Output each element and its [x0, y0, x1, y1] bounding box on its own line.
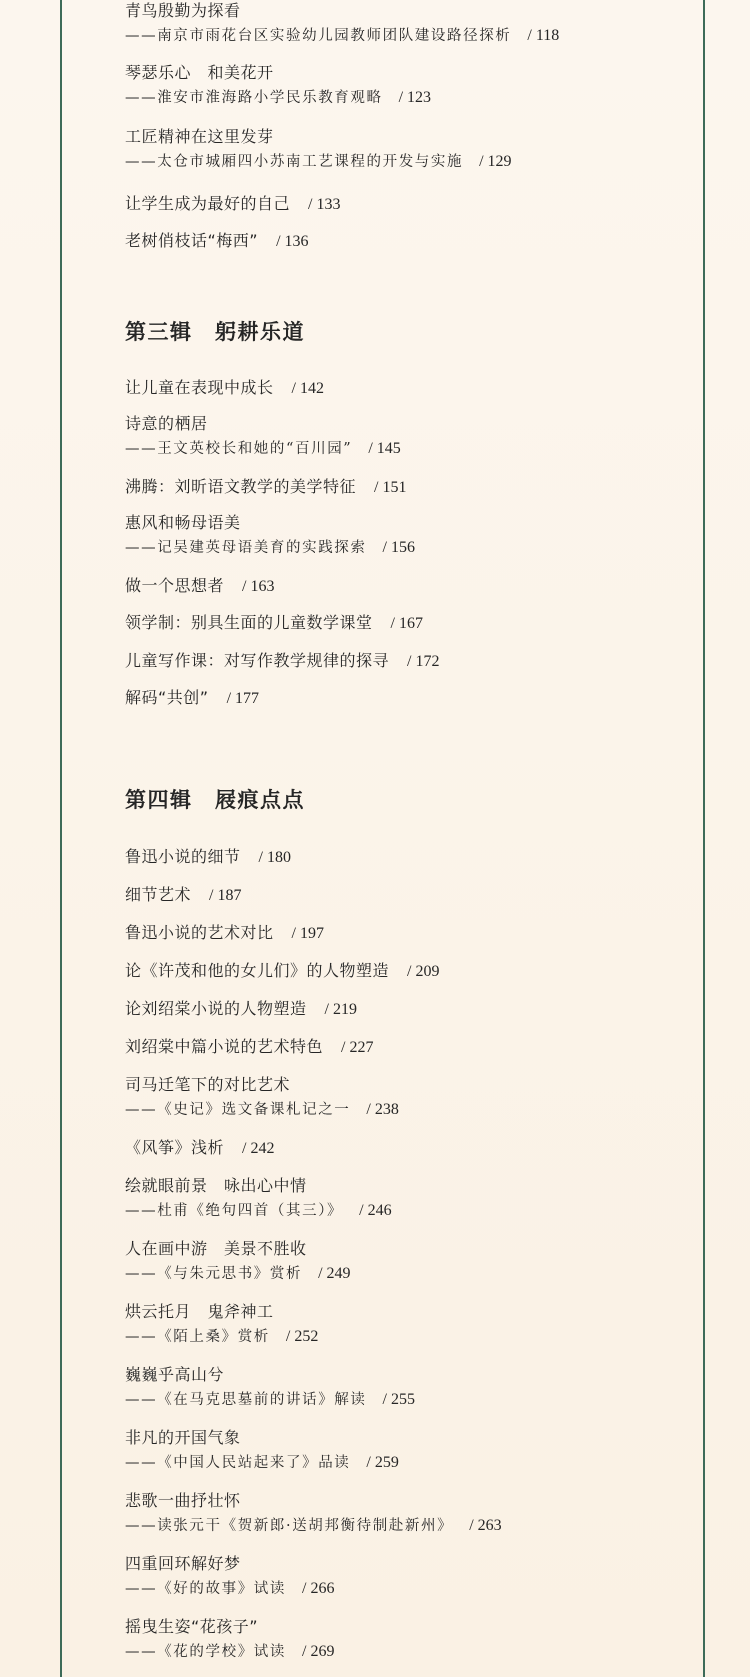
entry-title: 摇曳生姿“花孩子”: [125, 1617, 259, 1636]
entry-title: 非凡的开国气象: [125, 1428, 241, 1447]
page-number: / 252: [285, 1328, 319, 1345]
entry-title-line: [125, 193, 340, 216]
entry-subtitle: ——《与朱元思书》赏析: [125, 1266, 303, 1282]
entry-title: 做一个思想者: [125, 576, 225, 595]
entry-title-line: [125, 512, 415, 534]
entry-subtitle: ——南京市雨花台区实验幼儿园教师团队建设路径探析: [125, 28, 512, 44]
entry-subtitle-line: [125, 1641, 334, 1663]
toc-entry: [125, 476, 406, 499]
entry-title: 诗意的栖居: [125, 414, 208, 433]
toc-entry: [125, 1553, 334, 1600]
entry-title: 细节艺术: [125, 885, 192, 904]
entry-title: 巍巍乎高山兮: [125, 1365, 225, 1384]
entry-subtitle: ——太仓市城厢四小苏南工艺课程的开发与实施: [125, 154, 464, 170]
toc-entry: [125, 0, 559, 47]
entry-subtitle: ——《史记》选文备课札记之一: [125, 1102, 351, 1118]
page-number: / 118: [527, 27, 560, 44]
entry-title: 儿童写作课：对写作教学规律的探寻: [125, 651, 390, 670]
toc-entry: [125, 1137, 274, 1160]
section-heading-3: 第三辑 躬耕乐道: [125, 319, 305, 344]
toc-entry: [125, 998, 357, 1021]
entry-subtitle: ——《花的学校》试读: [125, 1644, 286, 1660]
entry-title: 让儿童在表现中成长: [125, 378, 274, 397]
entry-subtitle: ——王文英校长和她的“百川园”: [125, 441, 353, 457]
entry-subtitle-line: [125, 1326, 318, 1348]
page-number: / 266: [302, 1580, 335, 1597]
entry-title-line: [125, 1364, 415, 1386]
entry-subtitle: ——记吴建英母语美育的实践探索: [125, 540, 367, 556]
entry-title-line: [125, 413, 401, 435]
toc-entry: [125, 884, 241, 907]
page-number: / 156: [382, 539, 415, 556]
entry-subtitle-line: [125, 1099, 399, 1121]
entry-title-line: [125, 1137, 274, 1160]
entry-title: 老树俏枝话“梅西”: [125, 231, 259, 250]
page-number: / 129: [479, 153, 512, 170]
entry-subtitle-line: [125, 1200, 392, 1222]
page-number: / 238: [366, 1101, 399, 1118]
page-number: / 167: [390, 615, 423, 632]
page-number: / 263: [469, 1517, 502, 1534]
toc-entry: [125, 1036, 373, 1059]
page-number: / 177: [226, 690, 260, 707]
entry-subtitle-line: [125, 1578, 334, 1600]
left-border-rule: [60, 0, 62, 1677]
toc-entry: [125, 62, 431, 109]
entry-title-line: [125, 126, 512, 148]
toc-entry: [125, 126, 512, 173]
page-number: / 249: [318, 1265, 351, 1282]
entry-title: 让学生成为最好的自己: [125, 194, 291, 213]
toc-entry: [125, 612, 423, 635]
page-number: / 242: [242, 1140, 275, 1157]
entry-title: 四重回环解好梦: [125, 1554, 241, 1573]
entry-title-line: [125, 230, 309, 253]
entry-title-line: [125, 377, 324, 400]
entry-title: 司马迁笔下的对比艺术: [125, 1075, 291, 1094]
entry-title-line: [125, 1301, 318, 1323]
toc-entry: [125, 512, 415, 559]
toc-entry: [125, 922, 324, 945]
entry-subtitle-line: [125, 1515, 502, 1537]
entry-title-line: [125, 0, 559, 22]
entry-title: 《风筝》浅析: [125, 1138, 225, 1157]
entry-title-line: [125, 846, 291, 869]
entry-title: 领学制：别具生面的儿童数学课堂: [125, 613, 373, 632]
entry-title-line: [125, 1490, 502, 1512]
entry-title: 鲁迅小说的艺术对比: [125, 923, 274, 942]
entry-title-line: [125, 1427, 399, 1449]
entry-title: 论《许茂和他的女儿们》的人物塑造: [125, 961, 390, 980]
entry-title: 青鸟殷勤为探看: [125, 1, 241, 20]
entry-title-line: [125, 476, 406, 499]
page-number: / 219: [324, 1001, 357, 1018]
entry-title-line: [125, 62, 431, 84]
entry-subtitle: ——《好的故事》试读: [125, 1581, 286, 1597]
entry-title-line: [125, 1036, 373, 1059]
page-number: / 209: [407, 963, 440, 980]
entry-title: 琴瑟乐心 和美花开: [125, 63, 274, 82]
page-number: / 123: [398, 89, 432, 106]
page-number: / 187: [209, 887, 242, 904]
toc-entry: [125, 1490, 502, 1537]
toc-entry: [125, 230, 309, 253]
entry-subtitle-line: [125, 1452, 399, 1474]
toc-entry: [125, 377, 324, 400]
entry-title: 悲歌一曲抒壮怀: [125, 1491, 241, 1510]
entry-title: 刘绍棠中篇小说的艺术特色: [125, 1037, 324, 1056]
page-number: / 163: [242, 578, 275, 595]
page-number: / 269: [302, 1643, 335, 1660]
page-number: / 255: [382, 1391, 415, 1408]
entry-title-line: [125, 1175, 392, 1197]
section-heading-4: 第四辑 屐痕点点: [125, 787, 305, 812]
entry-subtitle: ——淮安市淮海路小学民乐教育观略: [125, 90, 383, 106]
entry-title-line: [125, 884, 241, 907]
entry-title: 论刘绍棠小说的人物塑造: [125, 999, 307, 1018]
page-number: / 227: [341, 1039, 374, 1056]
toc-entry: [125, 575, 274, 598]
entry-title: 沸腾：刘昕语文教学的美学特征: [125, 477, 357, 496]
entry-title-line: [125, 1074, 399, 1096]
toc-entry: [125, 1427, 399, 1474]
entry-subtitle-line: [125, 438, 401, 460]
entry-subtitle: ——《陌上桑》赏析: [125, 1329, 270, 1345]
toc-entry: [125, 1364, 415, 1411]
page-number: / 197: [291, 925, 324, 942]
page-number: / 142: [291, 380, 324, 397]
entry-title-line: [125, 998, 357, 1021]
page-number: / 180: [258, 849, 291, 866]
entry-title: 烘云托月 鬼斧神工: [125, 1302, 274, 1321]
entry-title-line: [125, 650, 439, 673]
entry-title: 鲁迅小说的细节: [125, 847, 241, 866]
entry-title-line: [125, 1238, 351, 1260]
toc-entry: [125, 1238, 351, 1285]
right-border-rule: [703, 0, 705, 1677]
page-number: / 133: [308, 196, 341, 213]
entry-title: 绘就眼前景 咏出心中情: [125, 1176, 307, 1195]
toc-entry: [125, 846, 291, 869]
entry-subtitle: ——杜甫《绝句四首（其三）》: [125, 1203, 344, 1219]
entry-title-line: [125, 687, 259, 710]
entry-subtitle: ——《在马克思墓前的讲话》解读: [125, 1392, 367, 1408]
page-number: / 246: [359, 1202, 392, 1219]
entry-subtitle-line: [125, 1389, 415, 1411]
entry-subtitle-line: [125, 25, 559, 47]
page-number: / 172: [407, 653, 440, 670]
entry-title: 人在画中游 美景不胜收: [125, 1239, 307, 1258]
toc-entry: [125, 1616, 334, 1663]
page-number: / 145: [368, 440, 401, 457]
entry-title: 解码“共创”: [125, 688, 209, 707]
entry-title-line: [125, 922, 324, 945]
entry-title: 工匠精神在这里发芽: [125, 127, 274, 146]
page-number: / 136: [276, 233, 309, 250]
page-number: / 259: [366, 1454, 399, 1471]
toc-entry: [125, 650, 439, 673]
page-number: / 151: [374, 479, 407, 496]
entry-title-line: [125, 1553, 334, 1575]
entry-title: 惠风和畅母语美: [125, 513, 241, 532]
entry-subtitle: ——读张元干《贺新郎·送胡邦衡待制赴新州》: [125, 1518, 454, 1534]
entry-subtitle-line: [125, 151, 512, 173]
entry-title-line: [125, 960, 439, 983]
entry-subtitle-line: [125, 537, 415, 559]
entry-title-line: [125, 575, 274, 598]
toc-entry: [125, 960, 439, 983]
entry-subtitle: ——《中国人民站起来了》品读: [125, 1455, 351, 1471]
entry-subtitle-line: [125, 1263, 351, 1285]
entry-title-line: [125, 612, 423, 635]
toc-entry: [125, 1301, 318, 1348]
toc-entry: [125, 413, 401, 460]
toc-entry: [125, 1175, 392, 1222]
entry-subtitle-line: [125, 87, 431, 109]
entry-title-line: [125, 1616, 334, 1638]
toc-entry: [125, 687, 259, 710]
toc-entry: [125, 1074, 399, 1121]
toc-entry: [125, 193, 340, 216]
